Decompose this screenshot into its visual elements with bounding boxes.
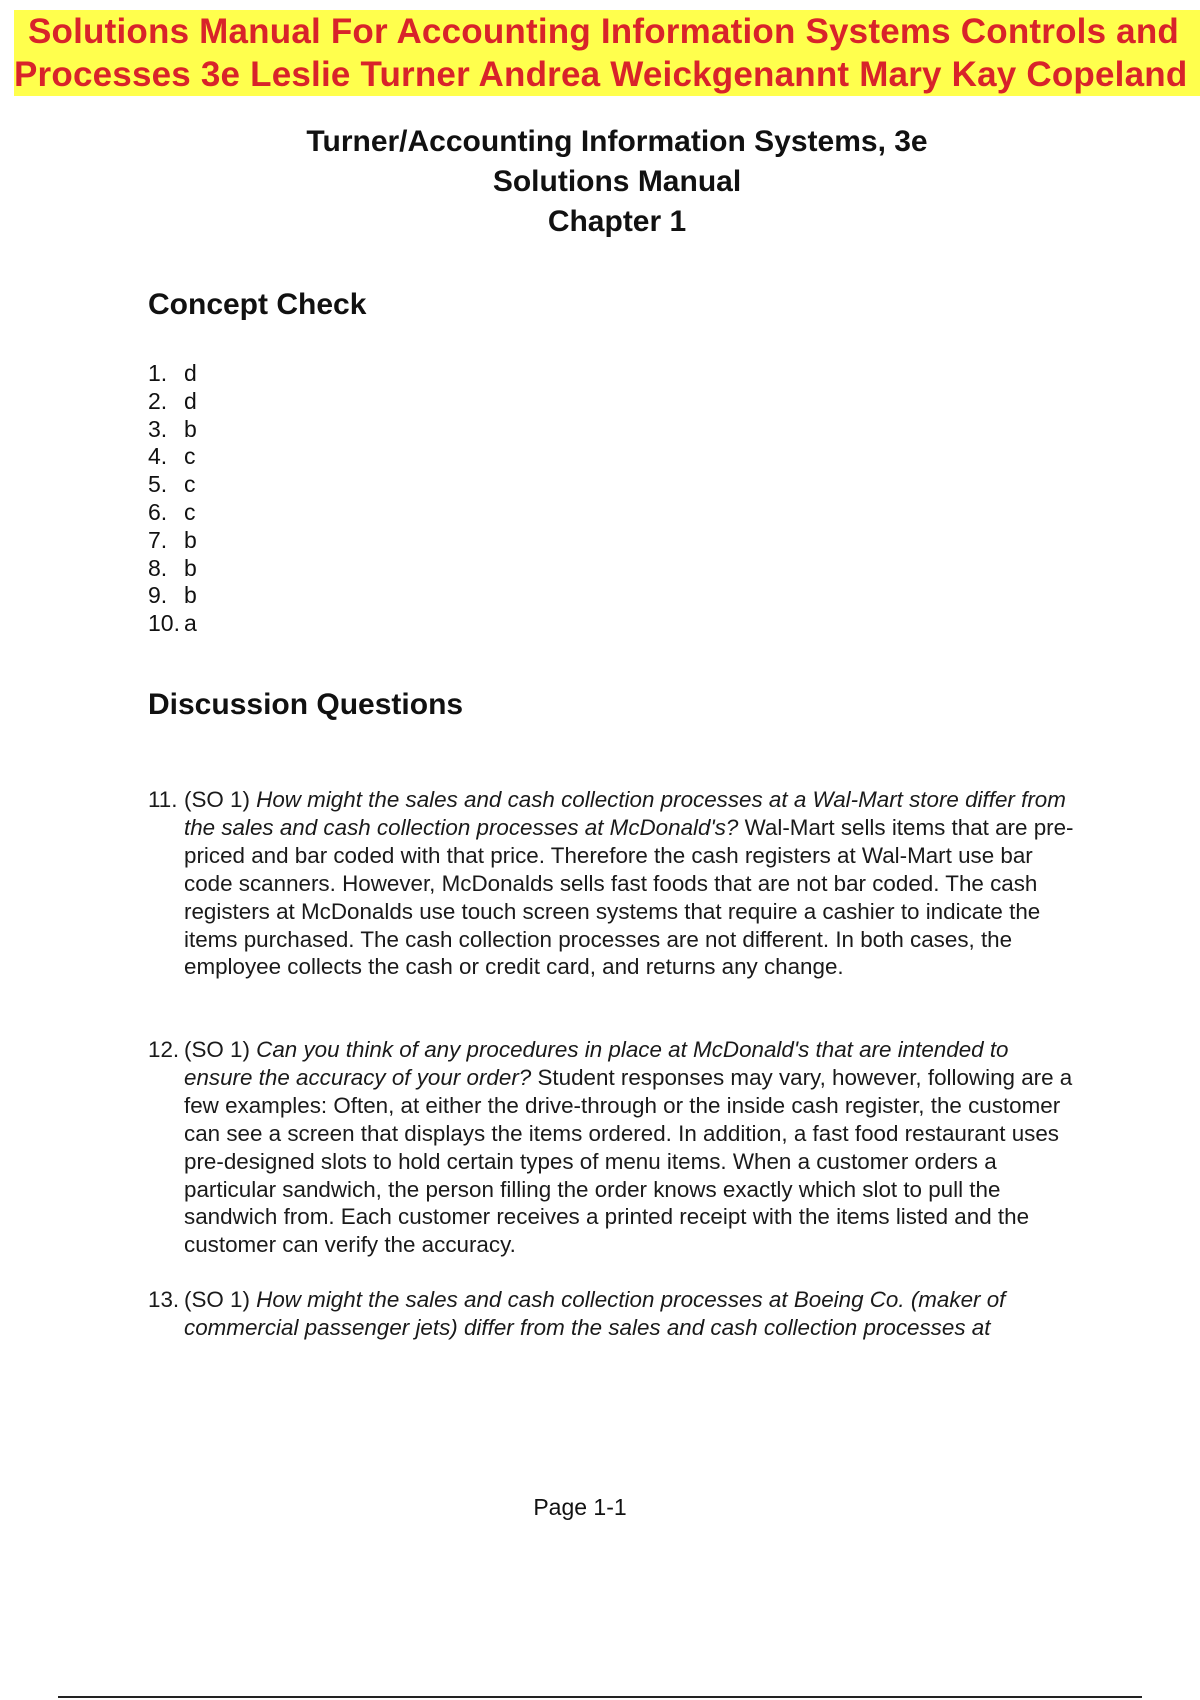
manual-subtitle: Solutions Manual bbox=[492, 165, 742, 198]
study-objective: (SO 1) bbox=[184, 1037, 250, 1062]
item-answer: c bbox=[184, 471, 196, 498]
bottom-divider bbox=[58, 1696, 1142, 1698]
item-answer: b bbox=[184, 415, 197, 442]
item-number: 7. bbox=[148, 526, 168, 553]
question-number: 13. bbox=[148, 1287, 180, 1312]
item-number: 5. bbox=[148, 471, 168, 498]
item-number: 1. bbox=[148, 360, 168, 386]
item-number: 3. bbox=[148, 415, 168, 442]
answer-text: Wal-Mart sells items that are pre-priced and bar coded with that price. Therefore the cash registers at Wal-Mart use bar code scanners. However, McDonalds sells fast foods that are not bar coded. The cash registers at McDonalds use touch screen systems that require a cashier to indicate the items purchased. The cash collection processes are not different. In both cases, the employee collects the cash or credit card, and returns any change. bbox=[184, 814, 1074, 980]
study-objective: (SO 1) bbox=[184, 1287, 250, 1312]
title-banner bbox=[14, 10, 1200, 96]
item-number: 4. bbox=[148, 443, 168, 470]
question-number: 11. bbox=[148, 787, 178, 812]
item-answer: d bbox=[184, 387, 197, 414]
item-answer: d bbox=[184, 360, 197, 386]
banner-line-1: Solutions Manual For Accounting Information Systems Controls and bbox=[28, 12, 1180, 51]
list-item bbox=[148, 443, 197, 471]
list-item bbox=[148, 416, 197, 444]
list-item bbox=[148, 610, 197, 638]
item-answer: c bbox=[184, 443, 196, 470]
discussion-question-12 bbox=[148, 1036, 1078, 1259]
page-number: Page 1-1 bbox=[533, 1494, 627, 1520]
answer-text: Student responses may vary, however, following are a few examples: Often, at either the drive-through or the inside cash register, the customer can see a screen that displays the items ordered. In addition, a fast food restaurant uses pre-designed slots to hold certain types of menu items. When a customer orders a particular sandwich, the person filling the order knows exactly which slot to pull the sandwich from. Each customer receives a printed receipt with the items listed and the customer can verify the accuracy. bbox=[184, 1064, 1073, 1258]
list-item bbox=[148, 388, 197, 416]
item-answer: a bbox=[184, 610, 197, 637]
item-answer: b bbox=[184, 554, 197, 581]
item-answer: b bbox=[184, 582, 197, 609]
item-number: 2. bbox=[148, 387, 168, 414]
item-number: 9. bbox=[148, 582, 168, 609]
item-number: 6. bbox=[148, 498, 168, 525]
question-number: 12. bbox=[148, 1037, 180, 1062]
concept-check-heading: Concept Check bbox=[148, 288, 367, 321]
list-item bbox=[148, 527, 197, 555]
study-objective: (SO 1) bbox=[184, 787, 250, 812]
item-number: 8. bbox=[148, 554, 168, 581]
question-text: Can you think of any procedures in place at McDonald's that are intended to ensure the accuracy of your order? bbox=[184, 1037, 1009, 1090]
discussion-question-11 bbox=[148, 786, 1078, 981]
question-text: How might the sales and cash collection processes at a Wal-Mart store differ from the sales and cash collection processes at McDonald's? bbox=[184, 787, 1066, 840]
item-number: 10. bbox=[148, 610, 180, 637]
item-answer: c bbox=[184, 498, 196, 525]
discussion-question-13 bbox=[148, 1286, 1078, 1342]
concept-check-list bbox=[148, 360, 197, 638]
document-header bbox=[0, 122, 1200, 242]
chapter-title: Chapter 1 bbox=[547, 205, 687, 238]
book-title: Turner/Accounting Information Systems, 3e bbox=[306, 125, 928, 158]
list-item bbox=[148, 471, 197, 499]
item-answer: b bbox=[184, 526, 197, 553]
discussion-questions-heading: Discussion Questions bbox=[148, 688, 464, 721]
banner-line-2: Processes 3e Leslie Turner Andrea Weickgenannt Mary Kay Copeland bbox=[14, 55, 1188, 94]
list-item bbox=[148, 499, 197, 527]
list-item bbox=[148, 582, 197, 610]
list-item bbox=[148, 360, 197, 388]
list-item bbox=[148, 555, 197, 583]
question-text: How might the sales and cash collection processes at Boeing Co. (maker of commercial passenger jets) differ from the sales and cash collection processes at bbox=[184, 1287, 1006, 1340]
